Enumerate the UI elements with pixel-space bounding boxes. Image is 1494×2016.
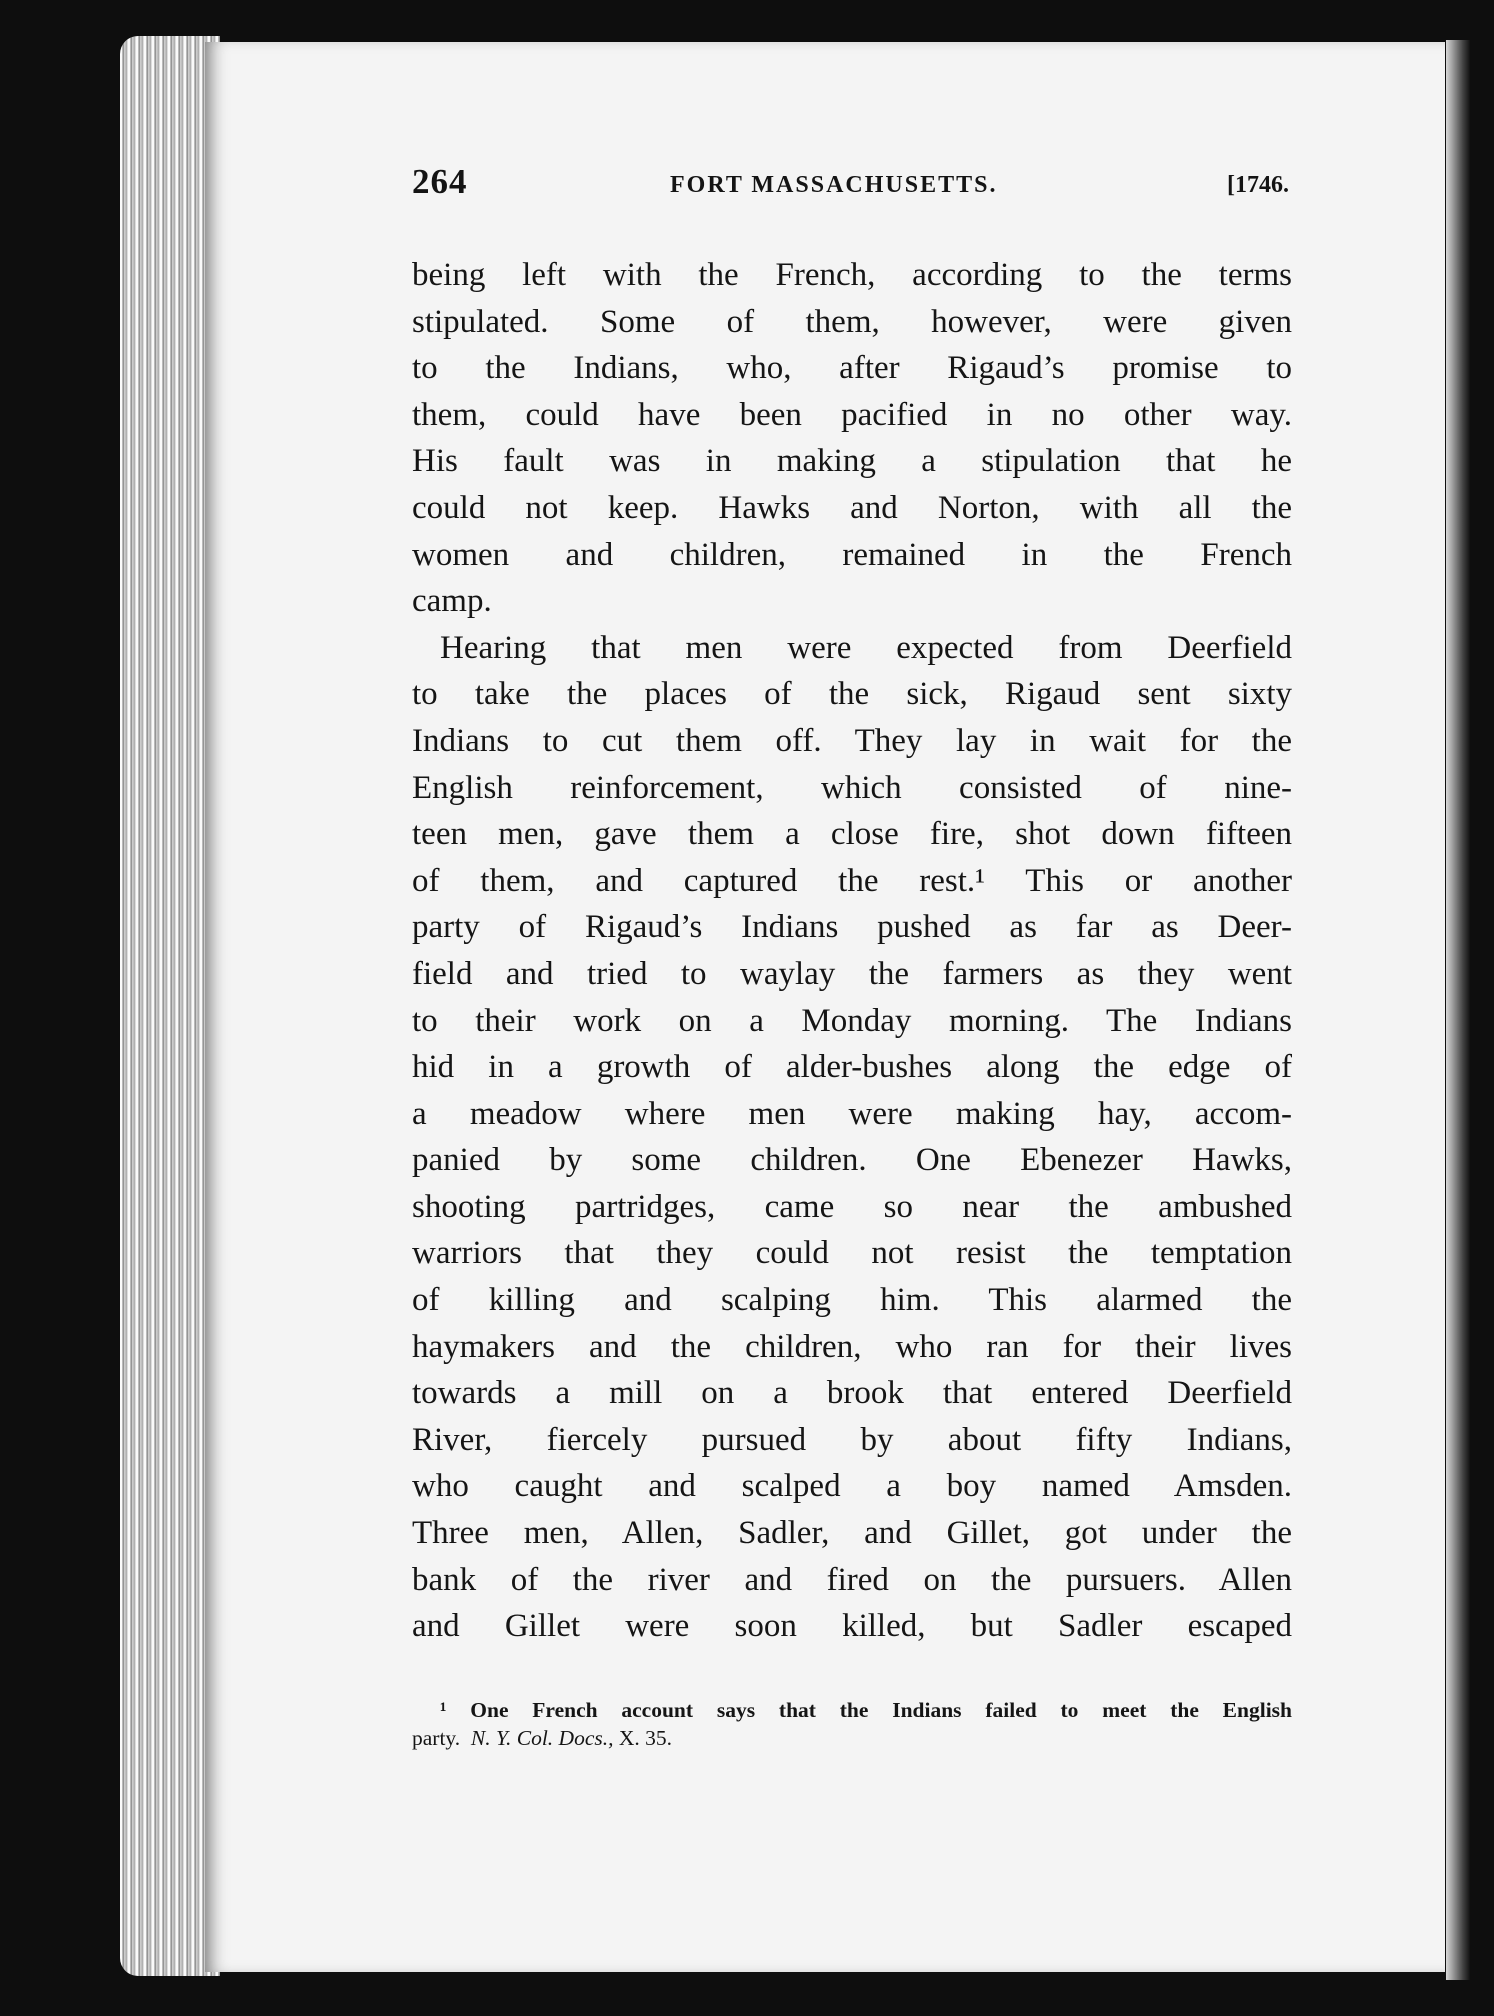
text-line: hid in a growth of alder-bushes along the edge of (412, 1049, 1292, 1086)
paragraph-start-line: Hearing that men were expected from Deerfield (440, 629, 1292, 666)
text-line: English reinforcement, which consisted of nine- (412, 769, 1292, 806)
text-line: teen men, gave them a close fire, shot down fifteen (412, 816, 1292, 853)
body-text (412, 252, 1292, 1650)
text-line: His fault was in making a stipulation that he (412, 443, 1292, 480)
footnote-line: ¹ One French account says that the Indians failed to meet the English (440, 1698, 1292, 1722)
text-line: them, could have been pacified in no other way. (412, 396, 1292, 433)
text-line: bank of the river and fired on the pursuers. Allen (412, 1561, 1292, 1598)
page-number: 264 (412, 162, 468, 201)
footnote-volume: X. 35. (618, 1726, 673, 1750)
footnote-line (412, 1724, 1292, 1752)
text-line: of them, and captured the rest.¹ This or another (412, 862, 1292, 899)
text-line: party of Rigaud’s Indians pushed as far as Deer- (412, 909, 1292, 946)
text-line: warriors that they could not resist the temptation (412, 1235, 1292, 1272)
text-line: camp. (412, 583, 492, 620)
text-line: of killing and scalping him. This alarmed the (412, 1282, 1292, 1319)
text-line: to the Indians, who, after Rigaud’s promise to (412, 350, 1292, 387)
text-line: haymakers and the children, who ran for their lives (412, 1328, 1292, 1365)
text-line: Indians to cut them off. They lay in wait for the (412, 722, 1292, 759)
text-line: who caught and scalped a boy named Amsden. (412, 1468, 1292, 1505)
text-line: panied by some children. One Ebenezer Hawks, (412, 1142, 1292, 1179)
text-line: women and children, remained in the French (412, 536, 1292, 573)
text-line: towards a mill on a brook that entered Deerfield (412, 1375, 1292, 1412)
footnote-citation: N. Y. Col. Docs., (470, 1726, 614, 1750)
text-line: a meadow where men were making hay, accom- (412, 1095, 1292, 1132)
text-line: River, fiercely pursued by about fifty Indians, (412, 1421, 1292, 1458)
text-line: field and tried to waylay the farmers as they went (412, 955, 1292, 992)
running-head (412, 162, 1302, 210)
text-line: shooting partridges, came so near the ambushed (412, 1188, 1292, 1225)
text-line: stipulated. Some of them, however, were given (412, 303, 1292, 340)
text-line: Three men, Allen, Sadler, and Gillet, got under the (412, 1515, 1292, 1552)
footnote-text: party. (412, 1726, 461, 1750)
text-line: to take the places of the sick, Rigaud sent sixty (412, 676, 1292, 713)
text-line: could not keep. Hawks and Norton, with all the (412, 489, 1292, 526)
text-line: and Gillet were soon killed, but Sadler escaped (412, 1608, 1292, 1645)
text-line: being left with the French, according to the terms (412, 257, 1292, 293)
running-date: [1746. (1227, 172, 1289, 198)
page-right-edge (1446, 40, 1470, 1980)
footnote (412, 1696, 1292, 1752)
text-line: to their work on a Monday morning. The Indians (412, 1002, 1292, 1039)
running-title: FORT MASSACHUSETTS. (670, 172, 998, 198)
